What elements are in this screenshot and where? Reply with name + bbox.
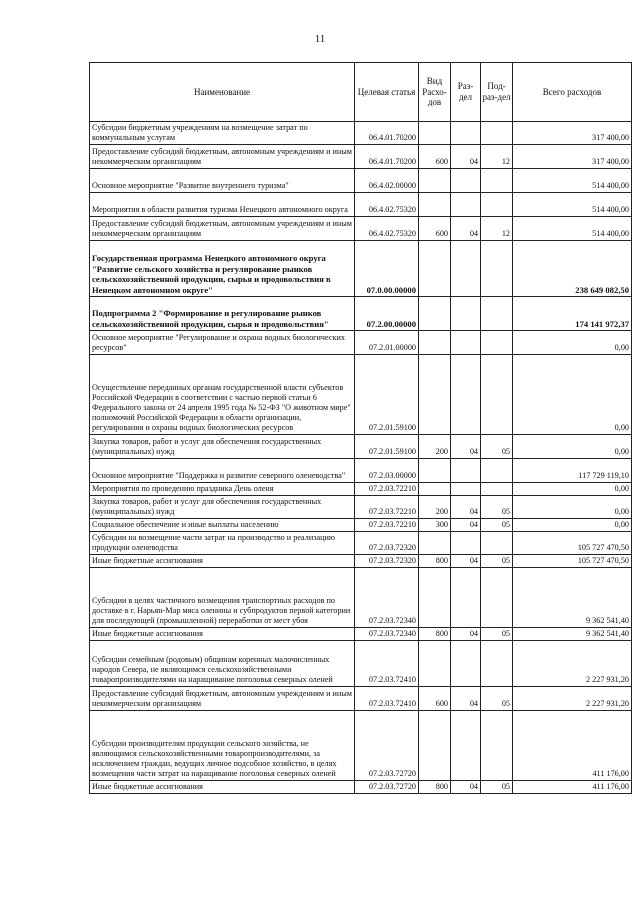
table-row [90, 781, 632, 794]
table-row [90, 568, 632, 628]
row-subsection [481, 122, 513, 145]
row-expense-type: 200 [419, 496, 451, 519]
row-expense-type [419, 122, 451, 145]
row-total: 117 729 119,10 [513, 459, 632, 483]
row-target-article: 07.2.01.59100 [355, 435, 419, 459]
row-total: 514 400,00 [513, 193, 632, 217]
row-target-article: 07.2.03.72210 [355, 496, 419, 519]
row-subsection: 05 [481, 555, 513, 568]
row-target-article: 07.2.01.59100 [355, 355, 419, 435]
row-name: Субсидии в целях частичного возмещения транспортных расходов по доставке в г. Нарьян-Мар мяса оленины и субпродуктов первой категории для последующей (промышленной) переработки от мест убоя [90, 568, 355, 628]
row-total: 0,00 [513, 496, 632, 519]
row-total: 174 141 972,37 [513, 297, 632, 331]
row-name: Основное мероприятие "Поддержка и развитие северного оленеводства" [90, 459, 355, 483]
table-row [90, 297, 632, 331]
row-expense-type [419, 169, 451, 193]
row-name: Закупка товаров, работ и услуг для обеспечения государственных (муниципальных) нужд [90, 496, 355, 519]
row-target-article: 07.2.03.72210 [355, 519, 419, 532]
row-target-article: 07.2.03.72720 [355, 781, 419, 794]
row-section [451, 532, 481, 555]
row-subsection [481, 711, 513, 781]
header-subsection: Под-раз-дел [481, 63, 513, 122]
row-total: 105 727 470,50 [513, 532, 632, 555]
row-subsection [481, 193, 513, 217]
table-row [90, 687, 632, 711]
table-row [90, 496, 632, 519]
row-target-article: 07.2.03.72410 [355, 641, 419, 687]
row-name: Закупка товаров, работ и услуг для обеспечения государственных (муниципальных) нужд [90, 435, 355, 459]
row-subsection [481, 459, 513, 483]
row-subsection: 05 [481, 519, 513, 532]
table-row [90, 169, 632, 193]
row-target-article: 07.2.03.72320 [355, 555, 419, 568]
row-total: 105 727 470,50 [513, 555, 632, 568]
row-section [451, 483, 481, 496]
row-name: Субсидии на возмещение части затрат на производство и реализацию продукции оленеводства [90, 532, 355, 555]
row-target-article: 07.2.01.00000 [355, 331, 419, 355]
row-name: Социальное обеспечение и иные выплаты населению [90, 519, 355, 532]
row-section: 04 [451, 496, 481, 519]
row-expense-type [419, 459, 451, 483]
row-section [451, 459, 481, 483]
row-total: 0,00 [513, 519, 632, 532]
row-section [451, 193, 481, 217]
row-total: 238 649 082,50 [513, 241, 632, 297]
table-row [90, 555, 632, 568]
header-expense-type: Вид Расхо-дов [419, 63, 451, 122]
row-expense-type [419, 483, 451, 496]
table-body [90, 122, 632, 794]
header-target-article: Целевая статья [355, 63, 419, 122]
table-row [90, 435, 632, 459]
table-row [90, 641, 632, 687]
row-target-article: 07.2.03.00000 [355, 459, 419, 483]
row-expense-type: 800 [419, 781, 451, 794]
row-expense-type [419, 241, 451, 297]
row-total: 411 176,00 [513, 781, 632, 794]
row-subsection: 05 [481, 435, 513, 459]
row-subsection: 05 [481, 687, 513, 711]
table-row [90, 628, 632, 641]
row-name: Предоставление субсидий бюджетным, автономным учреждениям и иным некоммерческим организациям [90, 687, 355, 711]
row-total: 514 400,00 [513, 169, 632, 193]
row-total: 0,00 [513, 435, 632, 459]
row-subsection [481, 483, 513, 496]
row-section [451, 711, 481, 781]
row-subsection [481, 641, 513, 687]
row-expense-type: 800 [419, 628, 451, 641]
row-section [451, 568, 481, 628]
row-section [451, 331, 481, 355]
row-expense-type: 300 [419, 519, 451, 532]
row-name: Субсидии производителям продукции сельского хозяйства, не являющимся сельскохозяйственными товаропроизводителями, за исключением граждан, ведущих личное подсобное хозяйство, в целях возмещения части затрат на наращивание поголовья северных оленей [90, 711, 355, 781]
row-total: 2 227 931,20 [513, 687, 632, 711]
table-row [90, 331, 632, 355]
row-subsection [481, 169, 513, 193]
row-name: Мероприятия в области развития туризма Ненецкого автономного округа [90, 193, 355, 217]
row-expense-type: 600 [419, 145, 451, 169]
row-expense-type [419, 355, 451, 435]
row-target-article: 07.2.03.72320 [355, 532, 419, 555]
page-number: 11 [314, 33, 326, 45]
table-row [90, 241, 632, 297]
expenses-table [89, 62, 632, 794]
row-expense-type [419, 641, 451, 687]
row-section [451, 122, 481, 145]
row-target-article: 07.2.00.00000 [355, 297, 419, 331]
row-target-article: 07.2.03.72410 [355, 687, 419, 711]
table-row [90, 711, 632, 781]
table-row [90, 217, 632, 241]
row-name: Предоставление субсидий бюджетным, автономным учреждениям и иным некоммерческим организациям [90, 145, 355, 169]
row-section: 04 [451, 781, 481, 794]
row-subsection [481, 297, 513, 331]
row-target-article: 07.2.03.72720 [355, 711, 419, 781]
row-name: Иные бюджетные ассигнования [90, 555, 355, 568]
row-target-article: 06.4.01.70200 [355, 145, 419, 169]
row-subsection [481, 241, 513, 297]
row-subsection: 05 [481, 628, 513, 641]
row-expense-type: 800 [419, 555, 451, 568]
table-row [90, 483, 632, 496]
row-subsection: 12 [481, 145, 513, 169]
row-total: 514 400,00 [513, 217, 632, 241]
header-section: Раз-дел [451, 63, 481, 122]
row-name: Государственная программа Ненецкого автономного округа "Развитие сельского хозяйства и регулирование рынков сельскохозяйственной продукции, сырья и продовольствия в Ненецком автономном округе" [90, 241, 355, 297]
row-total: 411 176,00 [513, 711, 632, 781]
row-subsection [481, 331, 513, 355]
row-total: 317 400,00 [513, 122, 632, 145]
row-expense-type [419, 568, 451, 628]
row-section: 04 [451, 519, 481, 532]
row-subsection [481, 532, 513, 555]
row-target-article: 06.4.02.00000 [355, 169, 419, 193]
row-name: Мероприятия по проведению праздника День оленя [90, 483, 355, 496]
row-subsection [481, 568, 513, 628]
row-section [451, 241, 481, 297]
row-expense-type [419, 297, 451, 331]
row-section: 04 [451, 628, 481, 641]
row-target-article: 06.4.02.75320 [355, 193, 419, 217]
row-name: Основное мероприятие "Развитие внутреннего туризма" [90, 169, 355, 193]
row-expense-type: 600 [419, 687, 451, 711]
header-name: Наименование [90, 63, 355, 122]
row-section [451, 169, 481, 193]
table-row [90, 355, 632, 435]
row-section: 04 [451, 145, 481, 169]
row-target-article: 07.2.03.72340 [355, 628, 419, 641]
table-row [90, 193, 632, 217]
row-name: Субсидии семейным (родовым) общинам коренных малочисленных народов Севера, не являющимся сельскохозяйственными товаропроизводителями на наращивание поголовья северных оленей [90, 641, 355, 687]
table-header-row [90, 63, 632, 122]
row-name: Подпрограмма 2 "Формирование и регулирование рынков сельскохозяйственной продукции, сырья и продовольствия" [90, 297, 355, 331]
row-target-article: 07.0.00.00000 [355, 241, 419, 297]
row-section [451, 297, 481, 331]
row-total: 0,00 [513, 355, 632, 435]
row-section: 04 [451, 555, 481, 568]
table-row [90, 459, 632, 483]
row-total: 9 362 541,40 [513, 568, 632, 628]
row-section: 04 [451, 435, 481, 459]
row-subsection: 12 [481, 217, 513, 241]
row-expense-type [419, 711, 451, 781]
row-section [451, 641, 481, 687]
table-row [90, 122, 632, 145]
row-expense-type [419, 532, 451, 555]
row-name: Субсидии бюджетным учреждениям на возмещение затрат по коммунальным услугам [90, 122, 355, 145]
row-expense-type: 200 [419, 435, 451, 459]
row-target-article: 07.2.03.72340 [355, 568, 419, 628]
row-total: 2 227 931,20 [513, 641, 632, 687]
table-row [90, 519, 632, 532]
row-total: 0,00 [513, 483, 632, 496]
row-section [451, 355, 481, 435]
header-total: Всего расходов [513, 63, 632, 122]
row-expense-type [419, 193, 451, 217]
row-target-article: 06.4.02.75320 [355, 217, 419, 241]
row-subsection [481, 355, 513, 435]
row-expense-type [419, 331, 451, 355]
row-target-article: 07.2.03.72210 [355, 483, 419, 496]
row-expense-type: 600 [419, 217, 451, 241]
row-name: Иные бюджетные ассигнования [90, 781, 355, 794]
table-row [90, 145, 632, 169]
row-section: 04 [451, 687, 481, 711]
row-total: 0,00 [513, 331, 632, 355]
row-total: 9 362 541,40 [513, 628, 632, 641]
row-name: Основное мероприятие "Регулирование и охрана водных биологических ресурсов" [90, 331, 355, 355]
row-target-article: 06.4.01.70200 [355, 122, 419, 145]
row-subsection: 05 [481, 496, 513, 519]
row-name: Осуществление переданных органам государственной власти субъектов Российской Федерации в соответствии с частью первой статьи 6 Федерального закона от 24 апреля 1995 года № 52-ФЗ "О животном мире" полномочий Российской Федерации в области организации, регулирования и охраны водных биологических ресурсов [90, 355, 355, 435]
table-row [90, 532, 632, 555]
row-total: 317 400,00 [513, 145, 632, 169]
row-name: Предоставление субсидий бюджетным, автономным учреждениям и иным некоммерческим организациям [90, 217, 355, 241]
row-section: 04 [451, 217, 481, 241]
row-subsection: 05 [481, 781, 513, 794]
row-name: Иные бюджетные ассигнования [90, 628, 355, 641]
